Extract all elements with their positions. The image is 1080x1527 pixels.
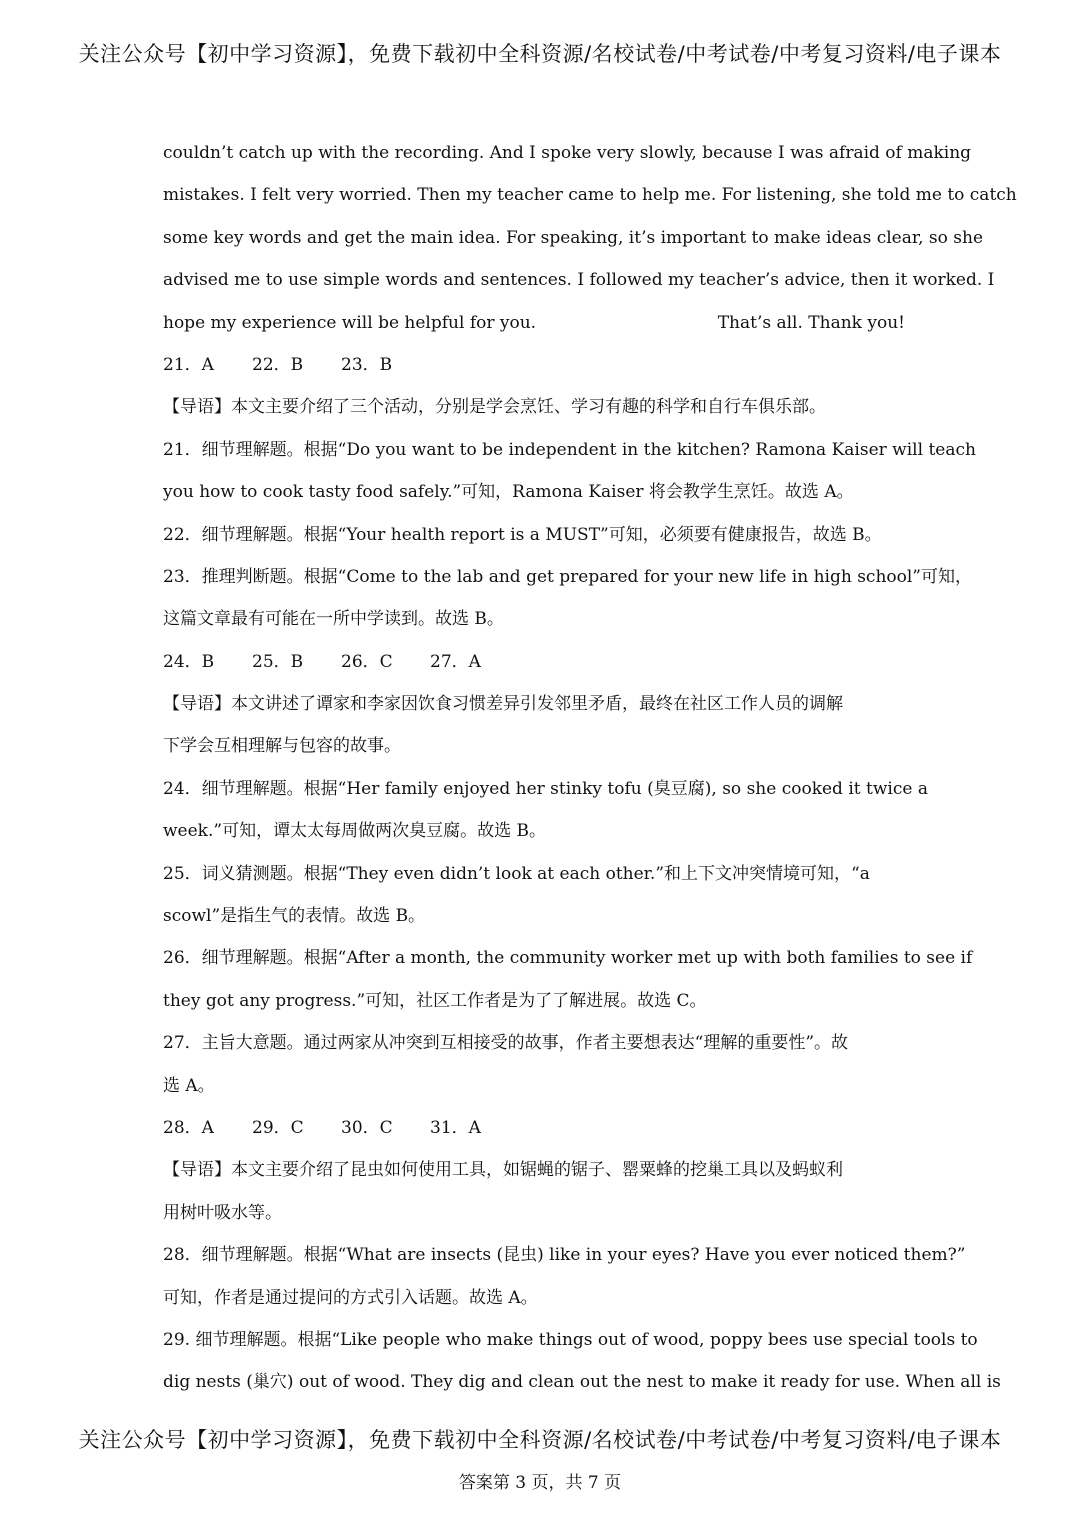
text-line: couldn’t catch up with the recording. And I spoke very slowly, because I was afraid of making xyxy=(163,143,972,163)
page-number: 答案第 3 页，共 7 页 xyxy=(458,1473,622,1493)
answer-item: 28．A xyxy=(163,1117,214,1138)
text-line: advised me to use simple words and sentences. I followed my teacher’s advice, then it worked. I xyxy=(163,270,995,291)
closing-sentence: hope my experience will be helpful for you. xyxy=(163,312,537,333)
text-line: 29. 细节理解题。根据“Like people who make things out of wood, poppy bees use special tools to xyxy=(163,1329,978,1350)
text-line: 27．主旨大意题。通过两家从冲突到互相接受的故事，作者主要想表达“理解的重要性”。故 xyxy=(163,1033,849,1054)
answer-item: 25．B xyxy=(252,651,304,672)
text-line: dig nests (巢穴) out of wood. They dig and clean out the nest to make it ready for use. When all is xyxy=(163,1372,1001,1393)
text-line: 21．细节理解题。根据“Do you want to be independent in the kitchen? Ramona Kaiser will teach xyxy=(163,439,976,460)
answer-item: 27．A xyxy=(430,651,481,672)
answer-key-row xyxy=(163,641,925,683)
text-line: 选 A。 xyxy=(163,1075,215,1096)
text-line: 26．细节理解题。根据“After a month, the community worker met up with both families to see if xyxy=(163,948,973,969)
text-line: they got any progress.”可知，社区工作者是为了了解进展。故选 C。 xyxy=(163,990,707,1011)
answer-content xyxy=(163,132,1017,1404)
text-line: mistakes. I felt very worried. Then my teacher came to help me. For listening, she told me to catch xyxy=(163,185,1017,206)
intro-line: 【导语】本文讲述了谭家和李家因饮食习惯差异引发邻里矛盾，最终在社区工作人员的调解 xyxy=(163,694,843,715)
text-line: some key words and get the main idea. For speaking, it’s important to make ideas clear, so she xyxy=(163,227,984,248)
text-line: 可知，作者是通过提问的方式引入话题。故选 A。 xyxy=(163,1287,538,1308)
text-line: you how to cook tasty food safely.”可知，Ramona Kaiser 将会教学生烹饪。故选 A。 xyxy=(163,482,854,503)
text-line: 23．推理判断题。根据“Come to the lab and get prepared for your new life in high school”可知， xyxy=(163,566,973,587)
answer-item: 22．B xyxy=(252,354,304,375)
intro-line: 【导语】本文主要介绍了三个活动，分别是学会烹饪、学习有趣的科学和自行车俱乐部。 xyxy=(163,397,826,418)
answer-item: 23．B xyxy=(341,354,393,375)
text-line: 24．细节理解题。根据“Her family enjoyed her stinky tofu (臭豆腐), so she cooked it twice a xyxy=(163,778,928,799)
answer-item: 31．A xyxy=(430,1117,481,1138)
text-line xyxy=(163,302,925,344)
text-line: 28．细节理解题。根据“What are insects (昆虫) like in your eyes? Have you ever noticed them?” xyxy=(163,1245,966,1266)
text-line: 用树叶吸水等。 xyxy=(163,1202,282,1223)
answer-key-row xyxy=(163,1107,925,1149)
answer-item: 29．C xyxy=(252,1117,304,1138)
text-line: week.”可知，谭太太每周做两次臭豆腐。故选 B。 xyxy=(163,821,546,842)
text-line: 22．细节理解题。根据“Your health report is a MUST”可知，必须要有健康报告，故选 B。 xyxy=(163,524,882,545)
text-line: 25．词义猜测题。根据“They even didn’t look at each other.”和上下文冲突情境可知，“a xyxy=(163,863,870,884)
answer-item: 30．C xyxy=(341,1117,393,1138)
intro-line: 【导语】本文主要介绍了昆虫如何使用工具，如锯蝇的锯子、罂粟蜂的挖巢工具以及蚂蚁利 xyxy=(163,1160,843,1181)
promo-banner-bottom: 关注公众号【初中学习资源】，免费下载初中全科资源/名校试卷/中考试卷/中考复习资料/电子课本 xyxy=(78,1428,1002,1452)
answer-item: 26．C xyxy=(341,651,393,672)
sign-off: That’s all. Thank you! xyxy=(717,312,905,333)
text-line: 这篇文章最有可能在一所中学读到。故选 B。 xyxy=(163,609,504,630)
answer-item: 24．B xyxy=(163,651,215,672)
text-line: 下学会互相理解与包容的故事。 xyxy=(163,736,401,757)
promo-banner-top: 关注公众号【初中学习资源】，免费下载初中全科资源/名校试卷/中考试卷/中考复习资料/电子课本 xyxy=(78,42,1002,66)
answer-item: 21．A xyxy=(163,354,214,375)
answer-key-row xyxy=(163,344,925,386)
text-line: scowl”是指生气的表情。故选 B。 xyxy=(163,906,426,927)
